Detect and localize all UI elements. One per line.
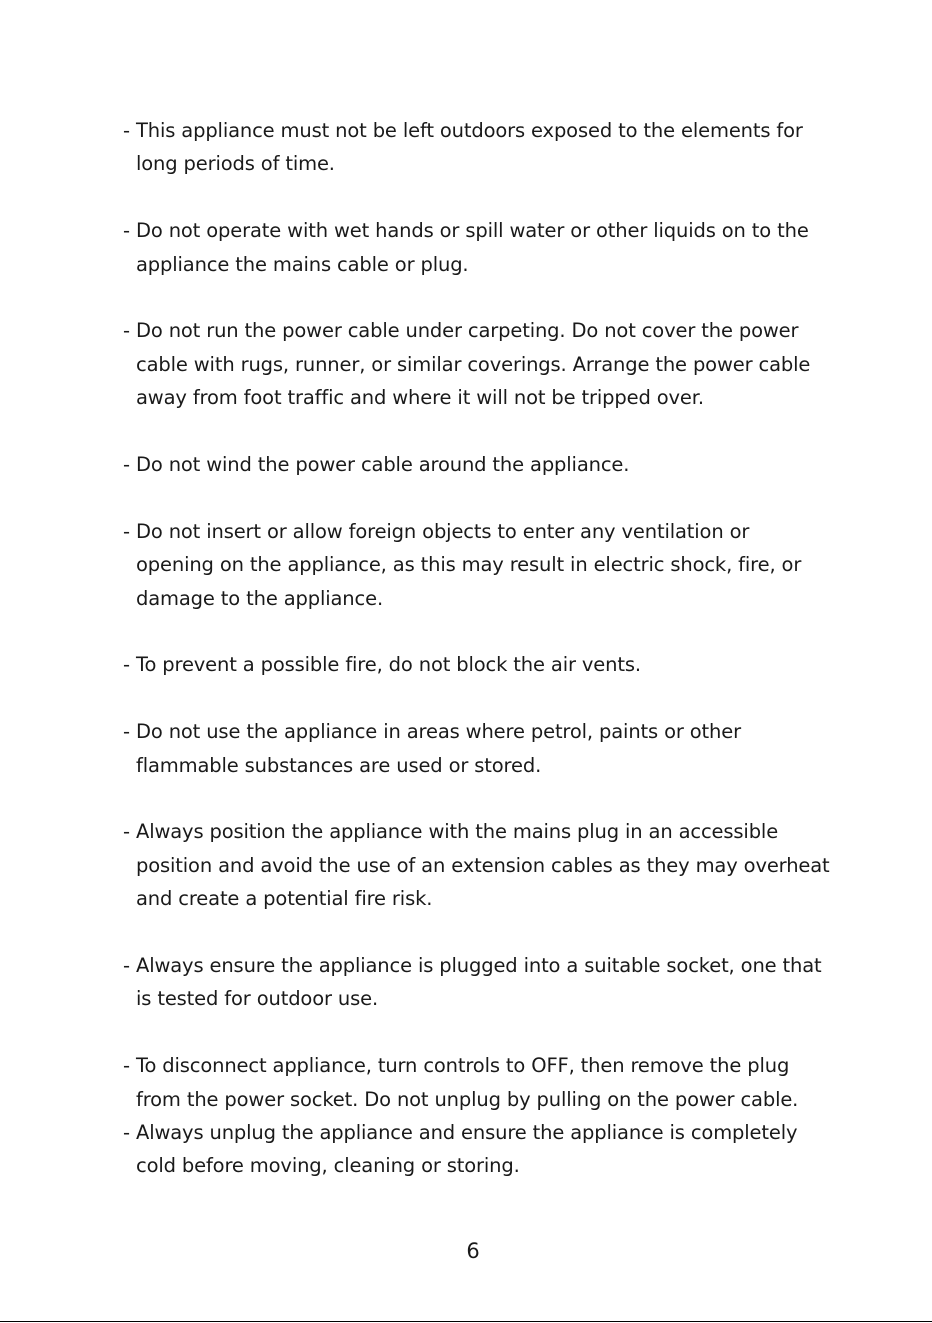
item-text-line: Do not use the appliance in areas where petrol, paints or other xyxy=(136,720,741,744)
bullet-dash: - xyxy=(123,820,130,844)
list-item xyxy=(123,314,823,414)
item-text-line: cold before moving, cleaning or storing. xyxy=(136,1154,520,1178)
list-item xyxy=(123,114,823,181)
safety-instructions-list xyxy=(123,114,830,1183)
item-text-line: damage to the appliance. xyxy=(136,586,383,610)
bullet-dash: - xyxy=(123,519,130,543)
item-text-line: flammable substances are used or stored. xyxy=(136,753,542,777)
item-text-line: Always position the appliance with the mains plug in an accessible xyxy=(136,820,779,844)
list-item xyxy=(123,1116,823,1183)
bullet-dash: - xyxy=(123,1054,130,1078)
bullet-dash: - xyxy=(123,453,130,477)
bullet-dash: - xyxy=(123,219,130,243)
item-text-line: position and avoid the use of an extension cables as they may overheat xyxy=(136,853,830,877)
list-item xyxy=(123,515,823,615)
list-item xyxy=(123,949,823,1016)
item-text-line: Do not operate with wet hands or spill water or other liquids on to the xyxy=(136,219,809,243)
list-item xyxy=(123,214,823,281)
bullet-dash: - xyxy=(123,720,130,744)
bullet-dash: - xyxy=(123,319,130,343)
item-text-line: Do not run the power cable under carpeting. Do not cover the power xyxy=(136,319,799,343)
item-text-line: Always unplug the appliance and ensure the appliance is completely xyxy=(136,1121,798,1145)
bullet-dash: - xyxy=(123,119,130,142)
item-text-line: away from foot traffic and where it will not be tripped over. xyxy=(136,386,704,410)
page-number: 6 xyxy=(466,1239,480,1263)
bullet-dash: - xyxy=(123,653,130,677)
list-item xyxy=(123,715,823,782)
item-text-line: opening on the appliance, as this may result in electric shock, fire, or xyxy=(136,553,802,577)
list-item xyxy=(123,448,823,481)
item-text-line: and create a potential fire risk. xyxy=(136,887,433,911)
footer-divider xyxy=(0,1321,932,1322)
list-item xyxy=(123,648,823,681)
item-text-line: This appliance must not be left outdoors exposed to the elements for xyxy=(136,119,803,142)
item-text-line: from the power socket. Do not unplug by pulling on the power cable. xyxy=(136,1087,799,1111)
item-text-line: To prevent a possible fire, do not block the air vents. xyxy=(136,653,641,677)
bullet-dash: - xyxy=(123,954,130,978)
list-item xyxy=(123,1049,823,1116)
item-text-line: cable with rugs, runner, or similar coverings. Arrange the power cable xyxy=(136,352,811,376)
list-item xyxy=(123,815,830,915)
item-text-line: appliance the mains cable or plug. xyxy=(136,252,469,276)
item-text-line: is tested for outdoor use. xyxy=(136,987,379,1011)
item-text-line: To disconnect appliance, turn controls to OFF, then remove the plug xyxy=(136,1054,790,1078)
bullet-dash: - xyxy=(123,1121,130,1145)
item-text-line: Do not wind the power cable around the appliance. xyxy=(136,453,630,477)
item-text-line: Always ensure the appliance is plugged into a suitable socket, one that xyxy=(136,954,822,978)
item-text-line: Do not insert or allow foreign objects to enter any ventilation or xyxy=(136,519,750,543)
item-text-line: long periods of time. xyxy=(136,152,335,176)
